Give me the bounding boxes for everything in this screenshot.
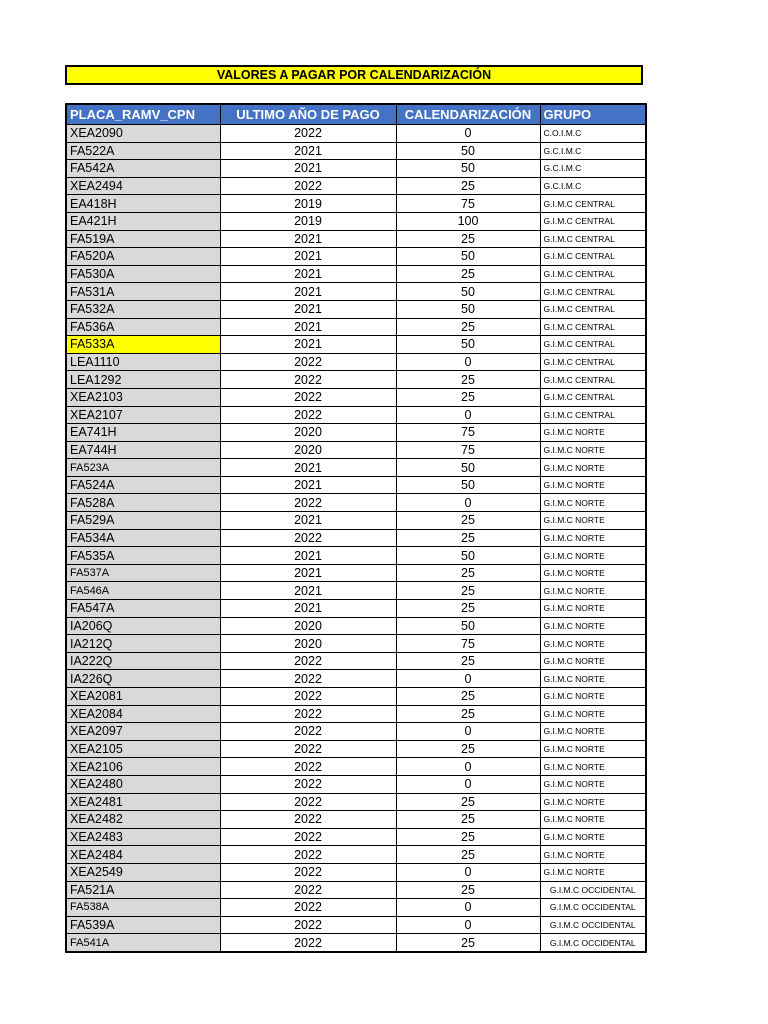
cell-ultimo-anio: 2022 [220, 353, 396, 371]
cell-grupo: G.I.M.C CENTRAL [540, 318, 646, 336]
cell-placa: FA546A [66, 582, 220, 600]
cell-calendarizacion: 100 [396, 212, 540, 230]
cell-calendarizacion: 0 [396, 775, 540, 793]
cell-ultimo-anio: 2022 [220, 652, 396, 670]
table-row [66, 160, 646, 178]
cell-ultimo-anio: 2021 [220, 248, 396, 266]
cell-calendarizacion: 25 [396, 600, 540, 618]
cell-calendarizacion: 25 [396, 652, 540, 670]
cell-ultimo-anio: 2021 [220, 582, 396, 600]
cell-calendarizacion: 50 [396, 160, 540, 178]
cell-placa: XEA2480 [66, 775, 220, 793]
cell-calendarizacion: 50 [396, 142, 540, 160]
cell-ultimo-anio: 2021 [220, 230, 396, 248]
cell-calendarizacion: 25 [396, 388, 540, 406]
cell-placa: IA222Q [66, 652, 220, 670]
cell-placa: XEA2484 [66, 846, 220, 864]
cell-placa: FA519A [66, 230, 220, 248]
table-row [66, 846, 646, 864]
page-title: VALORES A PAGAR POR CALENDARIZACIÓN [65, 65, 643, 85]
header-calendarizacion: CALENDARIZACIÓN [396, 104, 540, 125]
cell-grupo: G.I.M.C NORTE [540, 723, 646, 741]
cell-grupo: G.I.M.C NORTE [540, 600, 646, 618]
cell-placa: IA226Q [66, 670, 220, 688]
cell-calendarizacion: 25 [396, 793, 540, 811]
cell-grupo: G.I.M.C NORTE [540, 424, 646, 442]
cell-grupo: G.I.M.C OCCIDENTAL [540, 934, 646, 952]
cell-placa: FA524A [66, 476, 220, 494]
cell-ultimo-anio: 2019 [220, 212, 396, 230]
cell-grupo: G.I.M.C CENTRAL [540, 336, 646, 354]
cell-grupo: G.I.M.C OCCIDENTAL [540, 899, 646, 917]
cell-ultimo-anio: 2022 [220, 828, 396, 846]
cell-grupo: G.I.M.C OCCIDENTAL [540, 916, 646, 934]
cell-grupo: G.I.M.C CENTRAL [540, 371, 646, 389]
cell-grupo: G.I.M.C NORTE [540, 846, 646, 864]
cell-grupo: G.I.M.C NORTE [540, 740, 646, 758]
cell-calendarizacion: 25 [396, 828, 540, 846]
cell-placa: EA744H [66, 441, 220, 459]
cell-ultimo-anio: 2021 [220, 283, 396, 301]
cell-grupo: G.I.M.C NORTE [540, 775, 646, 793]
cell-grupo: G.I.M.C NORTE [540, 547, 646, 565]
cell-grupo: G.I.M.C NORTE [540, 512, 646, 530]
table-row [66, 582, 646, 600]
cell-calendarizacion: 25 [396, 265, 540, 283]
table-row [66, 916, 646, 934]
cell-placa: FA539A [66, 916, 220, 934]
table-row [66, 265, 646, 283]
cell-grupo: G.C.I.M.C [540, 142, 646, 160]
cell-ultimo-anio: 2022 [220, 406, 396, 424]
cell-calendarizacion: 0 [396, 723, 540, 741]
cell-placa: FA523A [66, 459, 220, 477]
cell-ultimo-anio: 2022 [220, 916, 396, 934]
cell-grupo: G.I.M.C NORTE [540, 670, 646, 688]
cell-placa: XEA2481 [66, 793, 220, 811]
cell-placa: FA520A [66, 248, 220, 266]
cell-placa: FA536A [66, 318, 220, 336]
cell-calendarizacion: 50 [396, 300, 540, 318]
cell-placa: XEA2549 [66, 863, 220, 881]
table-row [66, 828, 646, 846]
cell-ultimo-anio: 2022 [220, 899, 396, 917]
table-row [66, 318, 646, 336]
table-row [66, 670, 646, 688]
cell-grupo: G.I.M.C NORTE [540, 582, 646, 600]
cell-ultimo-anio: 2022 [220, 705, 396, 723]
cell-placa: XEA2097 [66, 723, 220, 741]
cell-grupo: G.I.M.C CENTRAL [540, 353, 646, 371]
cell-calendarizacion: 25 [396, 177, 540, 195]
cell-placa: XEA2482 [66, 811, 220, 829]
cell-grupo: G.I.M.C NORTE [540, 564, 646, 582]
cell-ultimo-anio: 2021 [220, 600, 396, 618]
cell-grupo: G.I.M.C NORTE [540, 617, 646, 635]
cell-ultimo-anio: 2021 [220, 512, 396, 530]
cell-placa: XEA2105 [66, 740, 220, 758]
cell-grupo: G.I.M.C NORTE [540, 688, 646, 706]
cell-grupo: G.I.M.C CENTRAL [540, 265, 646, 283]
cell-calendarizacion: 25 [396, 564, 540, 582]
table-row [66, 230, 646, 248]
table-row [66, 512, 646, 530]
cell-calendarizacion: 0 [396, 494, 540, 512]
cell-placa: XEA2494 [66, 177, 220, 195]
table-row [66, 494, 646, 512]
cell-ultimo-anio: 2020 [220, 441, 396, 459]
cell-placa: XEA2106 [66, 758, 220, 776]
table-row [66, 529, 646, 547]
header-placa: PLACA_RAMV_CPN [66, 104, 220, 125]
cell-grupo: G.I.M.C NORTE [540, 529, 646, 547]
cell-ultimo-anio: 2020 [220, 635, 396, 653]
cell-grupo: G.I.M.C NORTE [540, 441, 646, 459]
cell-calendarizacion: 0 [396, 916, 540, 934]
table-row [66, 177, 646, 195]
cell-ultimo-anio: 2021 [220, 459, 396, 477]
table-row [66, 758, 646, 776]
cell-placa: FA541A [66, 934, 220, 952]
table-row [66, 424, 646, 442]
cell-grupo: G.I.M.C NORTE [540, 652, 646, 670]
table-row [66, 459, 646, 477]
cell-calendarizacion: 0 [396, 758, 540, 776]
table-row [66, 775, 646, 793]
cell-ultimo-anio: 2021 [220, 476, 396, 494]
cell-calendarizacion: 25 [396, 811, 540, 829]
cell-placa: FA521A [66, 881, 220, 899]
cell-grupo: G.I.M.C NORTE [540, 793, 646, 811]
cell-placa: FA538A [66, 899, 220, 917]
table-row [66, 811, 646, 829]
cell-placa: FA530A [66, 265, 220, 283]
table-row [66, 934, 646, 952]
cell-calendarizacion: 50 [396, 476, 540, 494]
cell-placa: FA534A [66, 529, 220, 547]
cell-placa: LEA1292 [66, 371, 220, 389]
cell-placa: XEA2103 [66, 388, 220, 406]
cell-calendarizacion: 0 [396, 899, 540, 917]
cell-placa: XEA2107 [66, 406, 220, 424]
cell-calendarizacion: 50 [396, 547, 540, 565]
cell-placa: FA532A [66, 300, 220, 318]
cell-grupo: G.I.M.C NORTE [540, 476, 646, 494]
cell-ultimo-anio: 2022 [220, 775, 396, 793]
cell-ultimo-anio: 2021 [220, 564, 396, 582]
cell-calendarizacion: 0 [396, 863, 540, 881]
table-row [66, 195, 646, 213]
table-row [66, 300, 646, 318]
cell-grupo: G.C.I.M.C [540, 177, 646, 195]
table-row [66, 336, 646, 354]
cell-calendarizacion: 75 [396, 424, 540, 442]
payments-table [65, 103, 647, 953]
cell-ultimo-anio: 2022 [220, 846, 396, 864]
cell-grupo: G.I.M.C NORTE [540, 863, 646, 881]
cell-ultimo-anio: 2020 [220, 424, 396, 442]
table-row [66, 793, 646, 811]
cell-placa: LEA1110 [66, 353, 220, 371]
table-row [66, 125, 646, 143]
table-row [66, 547, 646, 565]
cell-ultimo-anio: 2021 [220, 336, 396, 354]
cell-placa: IA206Q [66, 617, 220, 635]
cell-grupo: G.I.M.C NORTE [540, 758, 646, 776]
cell-calendarizacion: 25 [396, 582, 540, 600]
cell-grupo: C.O.I.M.C [540, 125, 646, 143]
cell-ultimo-anio: 2022 [220, 811, 396, 829]
cell-ultimo-anio: 2020 [220, 617, 396, 635]
cell-placa: EA741H [66, 424, 220, 442]
cell-placa: FA528A [66, 494, 220, 512]
table-row [66, 635, 646, 653]
cell-grupo: G.I.M.C NORTE [540, 811, 646, 829]
cell-placa: FA529A [66, 512, 220, 530]
table-row [66, 740, 646, 758]
cell-calendarizacion: 25 [396, 934, 540, 952]
cell-placa: XEA2090 [66, 125, 220, 143]
cell-calendarizacion: 50 [396, 459, 540, 477]
cell-placa: FA547A [66, 600, 220, 618]
cell-calendarizacion: 0 [396, 406, 540, 424]
table-row [66, 600, 646, 618]
header-ultimo-anio: ULTIMO AÑO DE PAGO [220, 104, 396, 125]
cell-calendarizacion: 0 [396, 353, 540, 371]
cell-grupo: G.I.M.C CENTRAL [540, 248, 646, 266]
cell-grupo: G.I.M.C NORTE [540, 494, 646, 512]
table-row [66, 705, 646, 723]
table-row [66, 723, 646, 741]
cell-placa: XEA2081 [66, 688, 220, 706]
cell-grupo: G.I.M.C NORTE [540, 459, 646, 477]
table-row [66, 388, 646, 406]
cell-placa: FA533A [66, 336, 220, 354]
cell-placa: XEA2483 [66, 828, 220, 846]
cell-calendarizacion: 25 [396, 688, 540, 706]
cell-calendarizacion: 25 [396, 371, 540, 389]
cell-ultimo-anio: 2022 [220, 723, 396, 741]
cell-grupo: G.I.M.C CENTRAL [540, 283, 646, 301]
cell-calendarizacion: 25 [396, 529, 540, 547]
cell-ultimo-anio: 2021 [220, 300, 396, 318]
table-row [66, 899, 646, 917]
cell-ultimo-anio: 2022 [220, 388, 396, 406]
cell-placa: IA212Q [66, 635, 220, 653]
cell-calendarizacion: 75 [396, 635, 540, 653]
table-row [66, 881, 646, 899]
cell-ultimo-anio: 2021 [220, 160, 396, 178]
cell-ultimo-anio: 2022 [220, 934, 396, 952]
cell-ultimo-anio: 2021 [220, 318, 396, 336]
cell-calendarizacion: 25 [396, 740, 540, 758]
cell-ultimo-anio: 2022 [220, 793, 396, 811]
table-row [66, 142, 646, 160]
cell-ultimo-anio: 2022 [220, 371, 396, 389]
cell-grupo: G.I.M.C CENTRAL [540, 406, 646, 424]
cell-ultimo-anio: 2022 [220, 688, 396, 706]
cell-placa: FA531A [66, 283, 220, 301]
cell-ultimo-anio: 2022 [220, 125, 396, 143]
cell-calendarizacion: 25 [396, 881, 540, 899]
cell-placa: EA421H [66, 212, 220, 230]
table-row [66, 476, 646, 494]
cell-grupo: G.I.M.C CENTRAL [540, 230, 646, 248]
cell-calendarizacion: 50 [396, 248, 540, 266]
cell-calendarizacion: 75 [396, 195, 540, 213]
table-row [66, 212, 646, 230]
cell-placa: FA535A [66, 547, 220, 565]
cell-ultimo-anio: 2021 [220, 265, 396, 283]
cell-ultimo-anio: 2022 [220, 529, 396, 547]
cell-grupo: G.I.M.C NORTE [540, 828, 646, 846]
cell-grupo: G.I.M.C CENTRAL [540, 195, 646, 213]
header-grupo: GRUPO [540, 104, 646, 125]
table-row [66, 688, 646, 706]
table-row [66, 617, 646, 635]
table-row [66, 283, 646, 301]
table-row [66, 371, 646, 389]
cell-calendarizacion: 0 [396, 125, 540, 143]
cell-placa: FA537A [66, 564, 220, 582]
cell-calendarizacion: 25 [396, 318, 540, 336]
cell-calendarizacion: 75 [396, 441, 540, 459]
cell-ultimo-anio: 2022 [220, 881, 396, 899]
table-row [66, 863, 646, 881]
cell-grupo: G.I.M.C CENTRAL [540, 300, 646, 318]
cell-calendarizacion: 25 [396, 846, 540, 864]
cell-grupo: G.I.M.C OCCIDENTAL [540, 881, 646, 899]
table-row [66, 564, 646, 582]
cell-calendarizacion: 50 [396, 283, 540, 301]
cell-calendarizacion: 50 [396, 336, 540, 354]
table-row [66, 248, 646, 266]
cell-ultimo-anio: 2022 [220, 494, 396, 512]
cell-ultimo-anio: 2022 [220, 740, 396, 758]
cell-calendarizacion: 50 [396, 617, 540, 635]
cell-calendarizacion: 25 [396, 230, 540, 248]
cell-ultimo-anio: 2022 [220, 670, 396, 688]
cell-placa: EA418H [66, 195, 220, 213]
cell-placa: FA542A [66, 160, 220, 178]
cell-calendarizacion: 25 [396, 512, 540, 530]
cell-grupo: G.C.I.M.C [540, 160, 646, 178]
cell-ultimo-anio: 2022 [220, 177, 396, 195]
cell-ultimo-anio: 2022 [220, 863, 396, 881]
table-row [66, 652, 646, 670]
cell-grupo: G.I.M.C NORTE [540, 705, 646, 723]
cell-calendarizacion: 0 [396, 670, 540, 688]
cell-grupo: G.I.M.C CENTRAL [540, 388, 646, 406]
cell-placa: XEA2084 [66, 705, 220, 723]
cell-ultimo-anio: 2021 [220, 142, 396, 160]
cell-calendarizacion: 25 [396, 705, 540, 723]
table-row [66, 353, 646, 371]
table-row [66, 406, 646, 424]
cell-grupo: G.I.M.C CENTRAL [540, 212, 646, 230]
cell-ultimo-anio: 2019 [220, 195, 396, 213]
table-row [66, 441, 646, 459]
cell-ultimo-anio: 2021 [220, 547, 396, 565]
cell-placa: FA522A [66, 142, 220, 160]
table-header-row [66, 104, 646, 125]
cell-grupo: G.I.M.C NORTE [540, 635, 646, 653]
cell-ultimo-anio: 2022 [220, 758, 396, 776]
